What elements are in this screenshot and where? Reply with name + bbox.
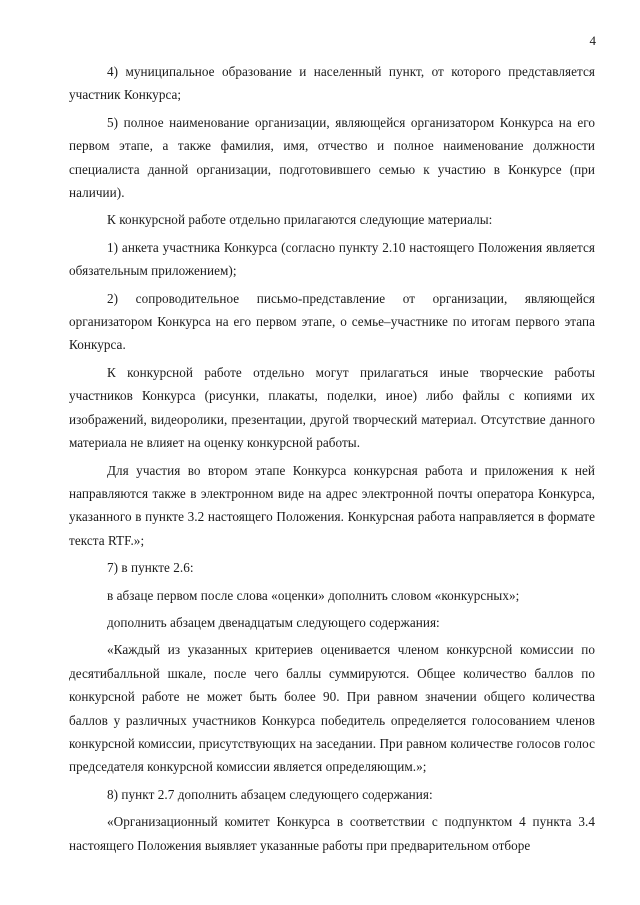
paragraph-org-committee-quote: «Организационный комитет Конкурса в соответствии с подпунктом 4 пункта 3.4 настоящего Положения выявляет указанные работы при предварительном отборе: [69, 814, 595, 853]
document-body: [69, 60, 595, 857]
paragraph-add-twelfth: дополнить абзацем двенадцатым следующего содержания:: [107, 614, 440, 630]
paragraph-material-2: 2) сопроводительное письмо-представление от организации, являющейся организатором Конкурса на его первом этапе, о семье–участнике по итогам первого этапа Конкурса.: [69, 290, 595, 353]
page-number: 4: [589, 33, 596, 48]
paragraph-item-5: 5) полное наименование организации, являющейся организатором Конкурса на его первом этапе, а также фамилия, имя, отчество и полное наименование должности специалиста данной организации, подготовившего семью к участию в Конкурсе (при наличии).: [69, 114, 595, 201]
paragraph-item-4: 4) муниципальное образование и населенный пункт, от которого представляется участник Конкурса;: [69, 64, 595, 103]
paragraph-criteria-quote: «Каждый из указанных критериев оценивается членом конкурсной комиссии по десятибалльной шкале, после чего баллы суммируются. Общее количество баллов по конкурсной работе не может быть более 90. При равном значении общего количества баллов у различных участников Конкурса победитель определяется голосованием членов конкурсной комиссии, присутствующих на заседании. При равном количестве голосов голос председателя конкурсной комиссии является определяющим.»;: [69, 642, 595, 775]
paragraph-second-stage: Для участия во втором этапе Конкурса конкурсная работа и приложения к ней направляются также в электронном виде на адрес электронной почты оператора Конкурса, указанного в пункте 3.2 настоящего Положения. Конкурсная работа направляется в формате текста RTF.»;: [69, 462, 595, 548]
paragraph-creative-works: К конкурсной работе отдельно могут прилагаться иные творческие работы участников Конкурса (рисунки, плакаты, поделки, иное) либо файлы с копиями их изображений, видеоролики, презентации, другой творческий материал. Отсутствие данного материала не влияет на оценку конкурсной работы.: [69, 364, 595, 451]
paragraph-item-7: 7) в пункте 2.6:: [107, 560, 194, 576]
paragraph-item-8: 8) пункт 2.7 дополнить абзацем следующего содержания:: [107, 786, 433, 802]
paragraph-first-abzac: в абзаце первом после слова «оценки» дополнить словом «конкурсных»;: [107, 587, 520, 603]
paragraph-material-1: 1) анкета участника Конкурса (согласно пункту 2.10 настоящего Положения является обязательным приложением);: [69, 239, 595, 279]
paragraph-materials-intro: К конкурсной работе отдельно прилагаются следующие материалы:: [107, 212, 493, 228]
